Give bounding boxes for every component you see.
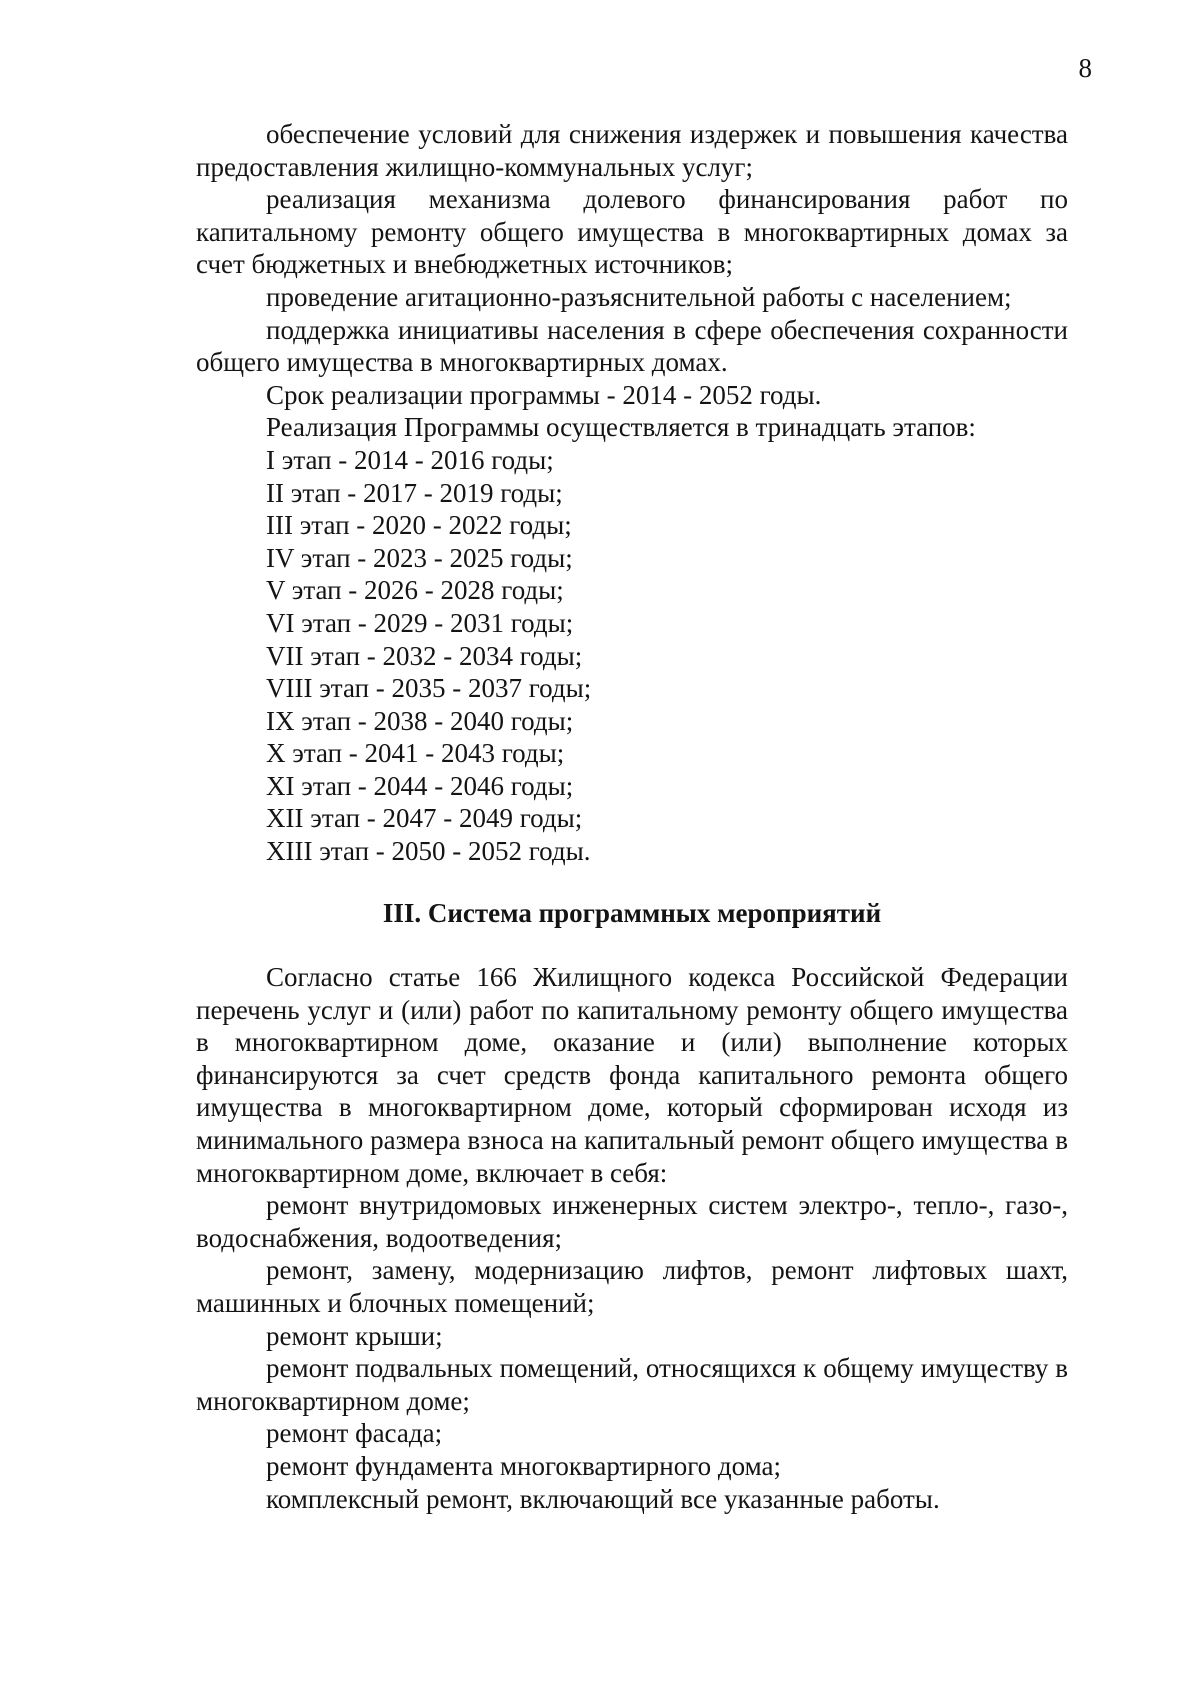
paragraph-shared-financing: реализация механизма долевого финансирования работ по капитальному ремонту общего имущества в многоквартирных домах за счет бюджетных и внебюджетных источников; — [196, 184, 1068, 280]
stage-item: XII этап - 2047 - 2049 годы; — [266, 803, 583, 834]
stages-list — [196, 444, 1068, 868]
stage-item: II этап - 2017 - 2019 годы; — [266, 477, 563, 508]
stage-item: III этап - 2020 - 2022 годы; — [266, 510, 572, 541]
stage-item: VII этап - 2032 - 2034 годы; — [266, 640, 583, 671]
stage-item: XIII этап - 2050 - 2052 годы. — [266, 836, 591, 867]
stage-item: I этап - 2014 - 2016 годы; — [266, 444, 554, 475]
stage-item: V этап - 2026 - 2028 годы; — [266, 575, 564, 606]
stage-item: IV этап - 2023 - 2025 годы; — [266, 542, 573, 573]
program-term: Срок реализации программы - 2014 - 2052 годы. — [266, 379, 822, 410]
stage-item: X этап - 2041 - 2043 годы; — [266, 738, 565, 769]
list-item-roof: ремонт крыши; — [266, 1320, 443, 1351]
top-text-block — [196, 118, 1068, 868]
list-item-complex-repair: комплексный ремонт, включающий все указанные работы. — [266, 1483, 940, 1514]
page-number: 8 — [1078, 53, 1092, 83]
stages-intro: Реализация Программы осуществляется в тринадцать этапов: — [266, 412, 976, 443]
paragraph-housing-code: Согласно статье 166 Жилищного кодекса Российской Федерации перечень услуг и (или) работ по капитальному ремонту общего имущества в многоквартирном доме, оказание и (или) выполнение которых финансируются за счет средств фонда капитального ремонта общего имущества в многоквартирном доме, который сформирован исходя из минимального размера взноса на капитальный ремонт общего имущества в многоквартирном доме, включает в себя: — [196, 962, 1068, 1188]
stage-item: VIII этап - 2035 - 2037 годы; — [266, 673, 592, 704]
section-heading: III. Система программных мероприятий — [382, 898, 882, 928]
paragraph-outreach: проведение агитационно-разъяснительной работы с населением; — [266, 281, 1012, 312]
paragraph-initiative-support: поддержка инициативы населения в сфере обеспечения сохранности общего имущества в многоквартирных домах. — [196, 314, 1068, 378]
section-text-block — [196, 961, 1068, 1515]
stage-item: IX этап - 2038 - 2040 годы; — [266, 705, 574, 736]
list-item-elevators: ремонт, замену, модернизацию лифтов, ремонт лифтовых шахт, машинных и блочных помещений; — [196, 1255, 1068, 1318]
stage-item: VI этап - 2029 - 2031 годы; — [266, 607, 574, 638]
paragraph-cost-reduction: обеспечение условий для снижения издержек и повышения качества предоставления жилищно-коммунальных услуг; — [196, 119, 1068, 182]
stage-item: XI этап - 2044 - 2046 годы; — [266, 770, 574, 801]
list-item-foundation: ремонт фундамента многоквартирного дома; — [266, 1450, 781, 1481]
list-item-basement: ремонт подвальных помещений, относящихся к общему имуществу в многоквартирном доме; — [196, 1353, 1068, 1416]
list-item-facade: ремонт фасада; — [266, 1418, 443, 1449]
list-item-engineering-systems: ремонт внутридомовых инженерных систем электро-, тепло-, газо-, водоснабжения, водоотведения; — [196, 1190, 1068, 1253]
